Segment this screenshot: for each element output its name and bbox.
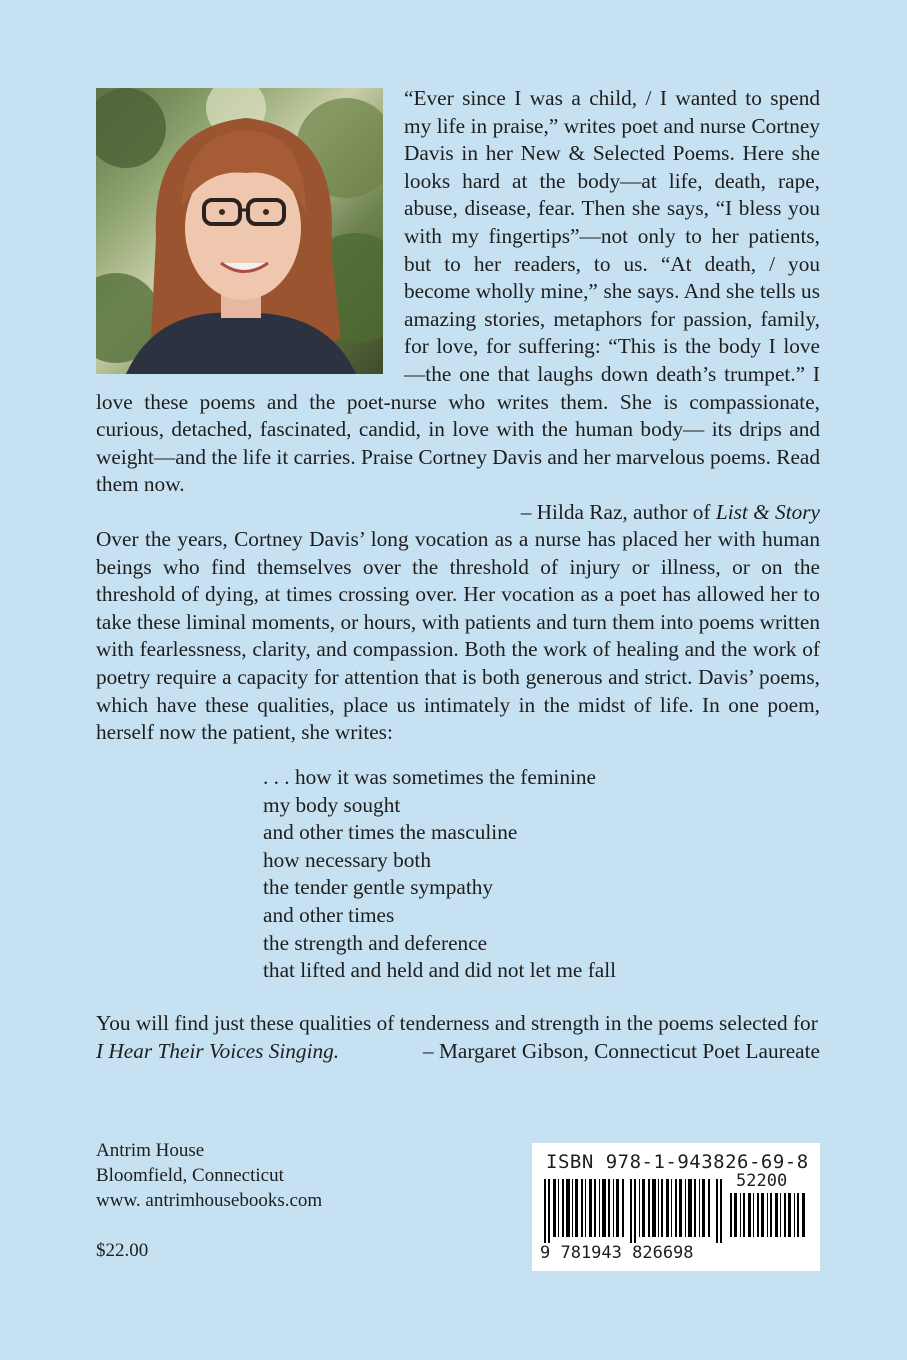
poem-line: and other times: [263, 902, 395, 927]
publisher-location: Bloomfield, Connecticut: [96, 1165, 284, 1186]
closing-line: You will find just these qualities of tenderness and strength in the poems selected for: [96, 1011, 818, 1035]
attribution-book-title: List & Story: [715, 499, 820, 524]
poem-excerpt: [263, 764, 616, 985]
price-code: 52200: [736, 1171, 788, 1191]
blurb-attribution: [96, 499, 820, 527]
poem-line: that lifted and held and did not let me fall: [263, 958, 617, 983]
blurb-text: “Ever since I was a child, / I wanted to spend my life in praise,” writes poet and nurse Cortney Davis in her New & Selected Poems. Here she looks hard at the body—at life, death, rape, abuse, disease, fear. Then she says, “I bless you with my fingertips”—not only to her patients, but to her readers, to us. “At death, / you become wholly mine,” she says. And she tells us amazing stories, metaphors for passion, family, for love, for suffering: “This is the body I love—the one that laughs down death’s trumpet.” I love these poems and the poet-nurse who writes them. She is compassionate, curious, detached, fascinated, candid, in love with the human body— its drips and weight—and the life it carries. Praise Cortney Davis and her marvelous poems. Read them now.: [96, 86, 820, 497]
poem-line: how necessary both: [263, 847, 431, 872]
gibson-attribution: – Margaret Gibson, Connecticut Poet Laureate: [422, 1038, 820, 1063]
addon-barcode-bars: [730, 1193, 808, 1237]
isbn-barcode: [532, 1143, 820, 1271]
poem-line: the strength and deference: [263, 930, 488, 955]
closing-paragraph: [96, 1010, 820, 1065]
hilda-raz-blurb: [96, 85, 820, 527]
attribution-prefix: – Hilda Raz, author of: [520, 499, 716, 524]
book-price: $22.00: [96, 1240, 149, 1261]
poem-line: my body sought: [263, 792, 401, 817]
isbn-label: ISBN 978-1-943826-69-8: [546, 1151, 809, 1173]
publisher-website: www. antrimhousebooks.com: [96, 1190, 323, 1211]
poem-line: . . . how it was sometimes the feminine: [263, 765, 597, 789]
ean-digits: 9 781943 826698: [540, 1243, 694, 1263]
photo-spacer: [96, 85, 404, 385]
publisher-name: Antrim House: [96, 1140, 205, 1161]
poem-line: the tender gentle sympathy: [263, 875, 494, 900]
publisher-info: [96, 1138, 322, 1213]
book-title: I Hear Their Voices Singing.: [96, 1038, 340, 1063]
margaret-gibson-blurb: Over the years, Cortney Davis’ long vocation as a nurse has placed her with human beings who find themselves over the threshold of injury or illness, or on the threshold of dying, at times crossing over. Her vocation as a poet has allowed her to take these liminal moments, or hours, with patients and turn them into poems written with fearlessness, clarity, and compassion. Both the work of healing and the work of poetry require a capacity for attention that is both generous and strict. Davis’ poems, which have these qualities, place us intimately in the midst of life. In one poem, herself now the patient, she writes:: [96, 527, 820, 745]
poem-line: and other times the masculine: [263, 820, 518, 845]
ean-barcode-bars: [544, 1179, 726, 1243]
